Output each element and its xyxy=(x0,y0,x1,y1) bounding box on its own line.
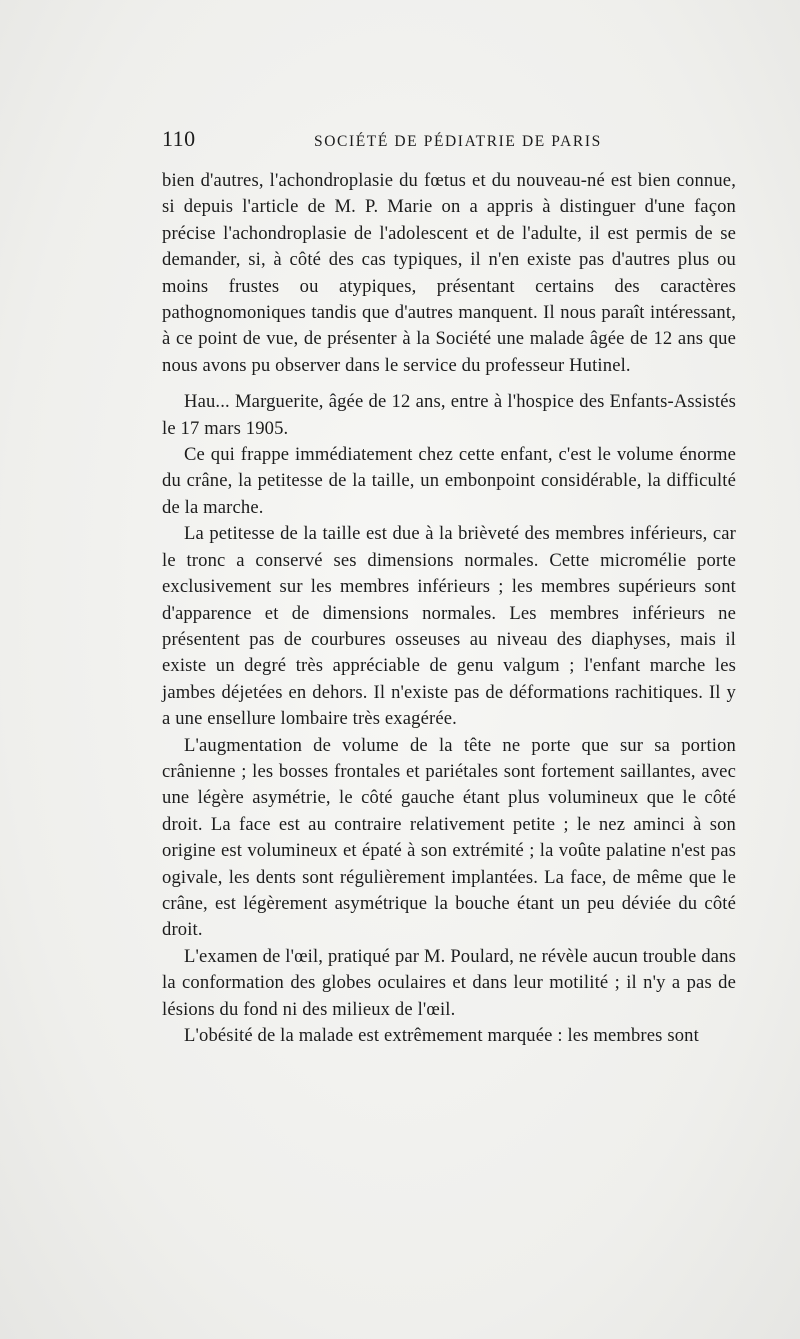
paragraph-intro-continued: bien d'autres, l'achondroplasie du fœtus et du nouveau-né est bien connue, si depuis l'article de M. P. Marie on a appris à distinguer d'une façon précise l'achondroplasie de l'adolescent et de l'adulte, il est permis de se demander, si, à côté des cas typiques, il n'en existe pas d'autres plus ou moins frustes ou atypiques, présentant certains des caractères pathognomoniques tandis que d'autres manquent. Il nous paraît intéressant, à ce point de vue, de présenter à la Société une malade âgée de 12 ans que nous avons pu observer dans le service du professeur Hutinel. xyxy=(162,170,736,376)
paragraph-obesity: L'obésité de la malade est extrêmement marquée : les membres sont xyxy=(184,1025,699,1046)
journal-title: SOCIÉTÉ DE PÉDIATRIE DE PARIS xyxy=(314,133,602,150)
running-head xyxy=(162,126,736,156)
paragraph-head: L'augmentation de volume de la tête ne porte que sur sa portion crânienne ; les bosses frontales et pariétales sont fortement saillantes, avec une légère asymétrie, le côté gauche étant plus volumineux que le côté droit. La face est au contraire relativement petite ; le nez aminci à son origine est volumineux et épaté à son extrémité ; la voûte palatine n'est pas ogivale, les dents sont régulièrement implantées. La face, de même que le crâne, est légèrement asymétrique la bouche étant un peu déviée du côté droit. xyxy=(162,734,736,941)
page-number: 110 xyxy=(162,126,196,151)
paragraph-eye-exam: L'examen de l'œil, pratiqué par M. Poulard, ne révèle aucun trouble dans la conformation des globes oculaires et dans leur motilité ; il n'y a pas de lésions du fond ni des milieux de l'œil. xyxy=(162,945,736,1020)
paragraph-first-impression: Ce qui frappe immédiatement chez cette enfant, c'est le volume énorme du crâne, la petitesse de la taille, un embonpoint considérable, la difficulté de la marche. xyxy=(162,444,736,518)
paragraph-limbs: La petitesse de la taille est due à la brièveté des membres inférieurs, car le tronc a conservé ses dimensions normales. Cette micromélie porte exclusivement sur les membres inférieurs ; les membres supérieurs sont d'apparence et de dimensions normales. Les membres inférieurs ne présentent pas de courbures osseuses au niveau des diaphyses, mais il existe un degré très appréciable de genu valgum ; l'enfant marche les jambes déjetées en dehors. Il n'existe pas de déformations rachitiques. Il y a une ensellure lombaire très exagérée. xyxy=(162,523,736,730)
article-body xyxy=(162,168,736,1049)
paragraph-case-header: Hau... Marguerite, âgée de 12 ans, entre à l'hospice des Enfants-Assistés le 17 mars 1905. xyxy=(162,391,736,439)
